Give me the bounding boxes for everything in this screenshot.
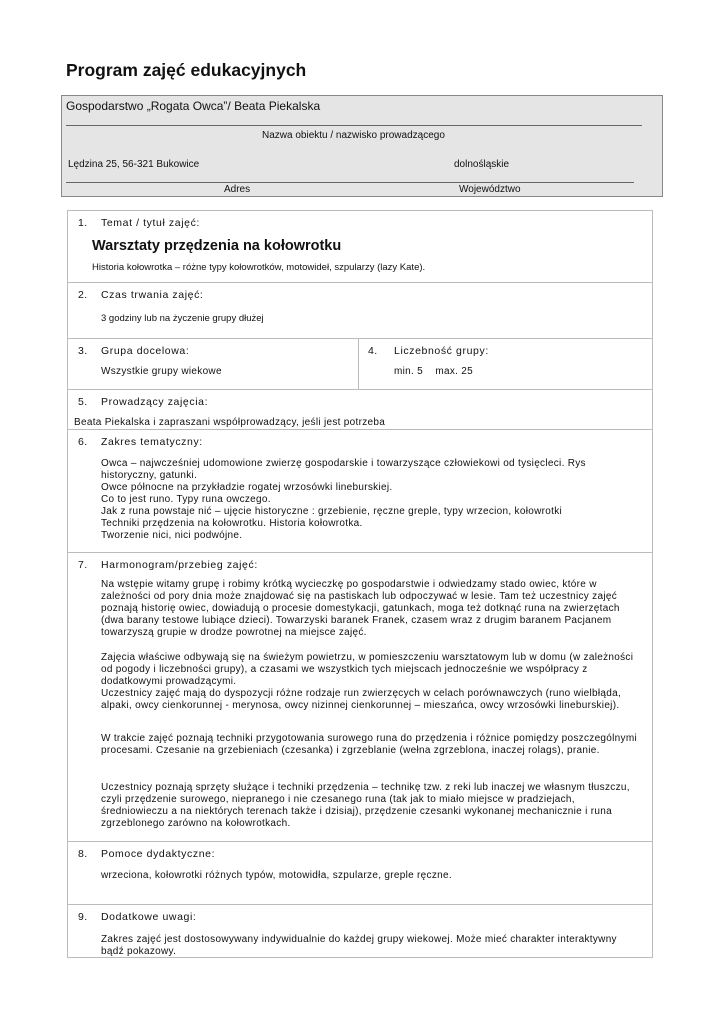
section-label: Harmonogram/przebieg zajęć: (101, 559, 258, 571)
section-label: Dodatkowe uwagi: (101, 911, 197, 923)
section-label: Czas trwania zajęć: (101, 289, 204, 301)
divider (66, 182, 634, 183)
section-notes (67, 904, 653, 958)
region: dolnośląskie (454, 159, 510, 170)
object-name: Gospodarstwo „Rogata Owca”/ Beata Piekalska (66, 99, 321, 113)
duration-text: 3 godziny lub na życzenie grupy dłużej (101, 313, 264, 324)
section-instructor (67, 389, 653, 430)
address-caption: Adres (224, 184, 251, 195)
section-duration (67, 282, 653, 339)
section-number: 4. (368, 345, 378, 357)
notes-text: Zakres zajęć jest dostosowywany indywidualnie do każdej grupy wiekowej. Może mieć charakter interaktywny bądź pokazowy. (101, 934, 617, 957)
section-aids (67, 841, 653, 905)
section-scope (67, 429, 653, 553)
section-topic (67, 210, 653, 283)
section-number: 6. (78, 436, 88, 448)
section-label: Prowadzący zajęcia: (101, 396, 209, 408)
section-number: 8. (78, 848, 88, 860)
section-label: Liczebność grupy: (394, 345, 489, 357)
schedule-paragraph-3: W trakcie zajęć poznają techniki przygotowania surowego runa do przędzenia i różnice pomiędzy poszczególnymi procesami. Czesanie na grzebieniach (czesanka) i zgrzeblanie (wełna zgrzeblona, inaczej rolags), pranie. (101, 733, 637, 756)
section-label: Grupa docelowa: (101, 345, 190, 357)
object-caption: Nazwa obiektu / nazwisko prowadzącego (262, 130, 445, 141)
region-caption: Województwo (459, 184, 521, 195)
schedule-paragraph-4: Uczestnicy poznają sprzęty służące i techniki przędzenia – technikę tzw. z reki lub inaczej we własnym tłuszczu, czyli przędzenie surowego, niepranego i nie czesanego runa (tak jak to miało miejsce w pradziejach, średniowieczu a na niektórych terenach także i dzisiaj), przędzenie czesanki wykonanej mechanicznie i runa zgrzeblonego zarówno na kołowrotkach. (101, 782, 630, 829)
page-title: Program zajęć edukacyjnych (66, 60, 307, 80)
section-schedule (67, 552, 653, 842)
section-number: 5. (78, 396, 88, 408)
schedule-paragraph-2: Zajęcia właściwe odbywają się na świeżym powietrzu, w pomieszczeniu warsztatowym lub w domu (w zależności od pogody i liczebności grupy), a czasami we wszystkich tych miejscach jednocześnie we współpracy z dodatkowymi prowadzącymi. Uczestnicy zajęć mają do dyspozycji różne rodzaje run zwierzęcych w celach porównawczych (runo wielbłąda, alpaki, owcy cienkorunnej - merynosa, owcy nizinnej cienkorunnej – mieszańca, owcy wrzosówki lineburskiej). (101, 652, 634, 711)
target-group-text: Wszystkie grupy wiekowe (101, 366, 222, 377)
section-label: Pomoce dydaktyczne: (101, 848, 216, 860)
section-number: 3. (78, 345, 88, 357)
address: Lędzina 25, 56-321 Bukowice (68, 159, 200, 170)
aids-text: wrzeciona, kołowrotki różnych typów, motowidła, szpularze, greple ręczne. (101, 870, 452, 881)
section-label: Temat / tytuł zajęć: (101, 217, 200, 229)
instructor-text: Beata Piekalska i zapraszani współprowadzący, jeśli jest potrzeba (74, 417, 386, 428)
header-box (61, 95, 663, 197)
topic-subtitle: Historia kołowrotka – różne typy kołowrotków, motowideł, szpularzy (lazy Kate). (92, 262, 426, 273)
column-divider (358, 339, 359, 389)
section-number: 2. (78, 289, 88, 301)
section-group (67, 338, 653, 390)
section-label: Zakres tematyczny: (101, 436, 203, 448)
section-number: 1. (78, 217, 88, 229)
scope-text: Owca – najwcześniej udomowione zwierzę gospodarskie i towarzyszące człowiekowi od tysięcleci. Rys historyczny, gatunki. Owce północne na przykładzie rogatej wrzosówki lineburskiej. Co to jest runo. Typy runa owczego. Jak z runa powstaje nić – ujęcie historyczne : grzebienie, ręczne greple, typy wrzecion, kołowrotki Techniki przędzenia na kołowrotku. Historia kołowrotka. Tworzenie nici, nici podwójne. (101, 458, 586, 541)
section-number: 7. (78, 559, 88, 571)
schedule-paragraph-1: Na wstępie witamy grupę i robimy krótką wycieczkę po gospodarstwie i odwiedzamy stado owiec, które w zależności od pory dnia może znajdować się na pastiskach lub odpoczywać w lesie. Tam też uczestnicy zajęć poznają historię owiec, dowiadują o procesie domestykacji, gatunkach, moga też dotknąć runa na zwierzętach (dwa barany testowe lubiące dzieci). Towarzyski baranek Franek, czasem wraz z drugim baranem Pacjanem towarzyszą grupie w drodze powrotnej na miejsce zajęć. (101, 579, 620, 638)
group-size-text: min. 5 max. 25 (394, 366, 474, 377)
section-number: 9. (78, 911, 88, 923)
divider (66, 125, 642, 126)
topic-heading: Warsztaty przędzenia na kołowrotku (92, 238, 342, 254)
